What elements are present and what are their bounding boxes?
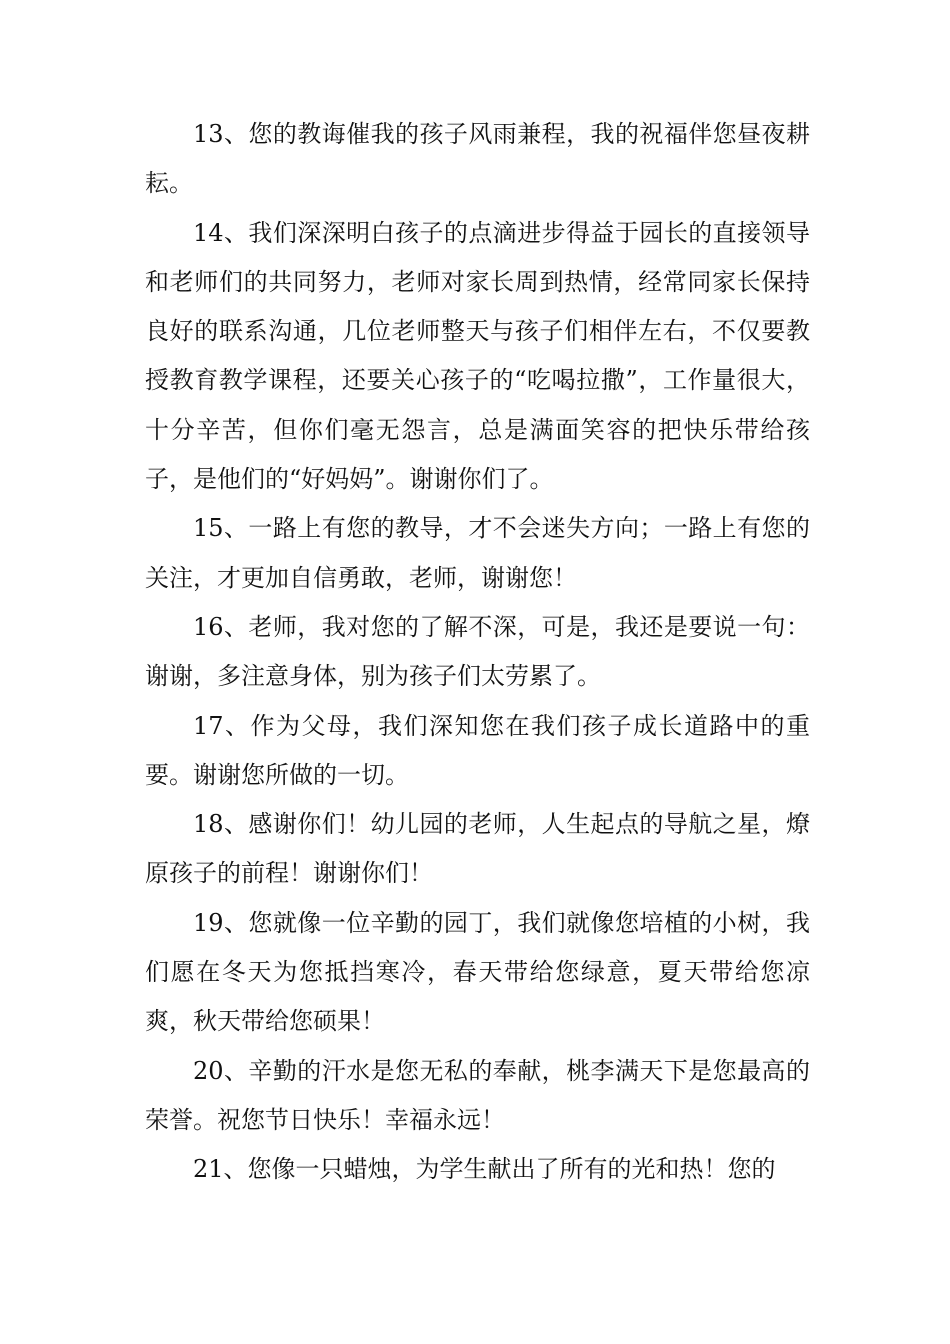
document-body bbox=[145, 110, 810, 1195]
paragraph-14: 14、我们深深明白孩子的点滴进步得益于园长的直接领导和老师们的共同努力，老师对家长周到热情，经常同家长保持良好的联系沟通，几位老师整天与孩子们相伴左右，不仅要教授教育教学课程，还要关心孩子的“吃喝拉撒”，工作量很大，十分辛苦，但你们毫无怨言，总是满面笑容的把快乐带给孩子，是他们的“好妈妈”。谢谢你们了。 bbox=[145, 218, 810, 494]
paragraph-17: 17、作为父母，我们深知您在我们孩子成长道路中的重要。谢谢您所做的一切。 bbox=[145, 711, 810, 789]
paragraph-15: 15、一路上有您的教导，才不会迷失方向；一路上有您的关注，才更加自信勇敢，老师，谢谢您！ bbox=[145, 514, 810, 592]
paragraph-18: 18、感谢你们！幼儿园的老师，人生起点的导航之星，燎原孩子的前程！谢谢你们！ bbox=[145, 810, 810, 888]
paragraph-19: 19、您就像一位辛勤的园丁，我们就像您培植的小树，我们愿在冬天为您抵挡寒冷，春天带给您绿意，夏天带给您凉爽，秋天带给您硕果！ bbox=[145, 908, 810, 1036]
paragraph-21: 21、您像一只蜡烛，为学生献出了所有的光和热！您的 bbox=[193, 1155, 776, 1184]
paragraph-13: 13、您的教诲催我的孩子风雨兼程，我的祝福伴您昼夜耕耘。 bbox=[145, 120, 810, 198]
paragraph-20: 20、辛勤的汗水是您无私的奉献，桃李满天下是您最高的荣誉。祝您节日快乐！幸福永远！ bbox=[145, 1056, 810, 1134]
paragraph-16: 16、老师，我对您的了解不深，可是，我还是要说一句：谢谢，多注意身体，别为孩子们太劳累了。 bbox=[145, 612, 810, 691]
